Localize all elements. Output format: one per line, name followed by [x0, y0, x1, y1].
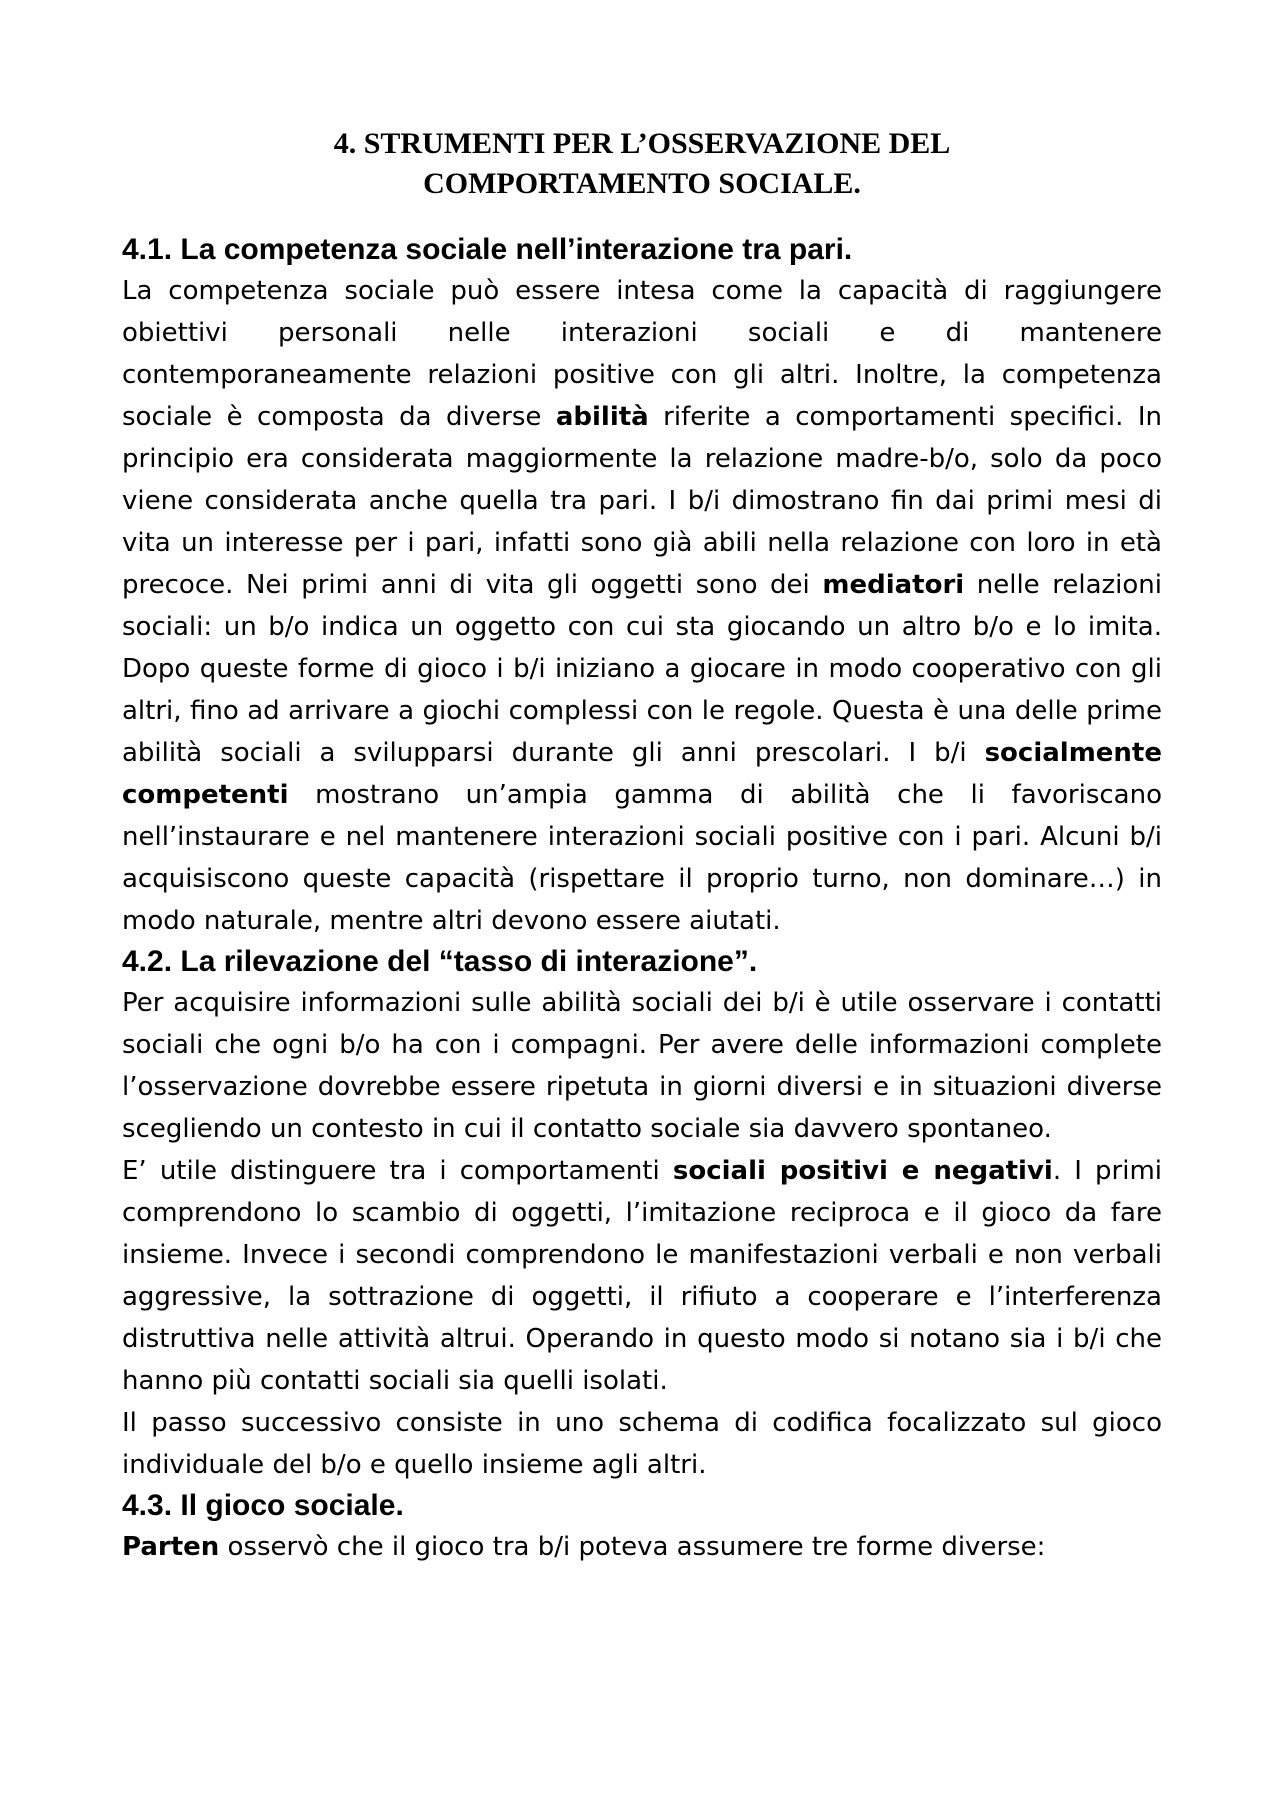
text-run: La competenza sociale può essere intesa come la capacità di raggiungere obiettivi personali nelle interazioni sociali e di mantenere contemporaneamente relazioni positive con gli altri. Inoltre, la competenza sociale è composta da diverse — [122, 276, 1162, 432]
bold-term-sociali-positivi-negativi: sociali positivi e negativi — [672, 1156, 1053, 1186]
bold-term-parten: Parten — [122, 1532, 220, 1562]
paragraph-4-1 — [122, 270, 1162, 942]
section-heading-4-2: 4.2. La rilevazione del “tasso di interazione”. — [122, 945, 758, 978]
section-heading-4-3: 4.3. Il gioco sociale. — [122, 1489, 404, 1522]
document-title — [122, 124, 1162, 204]
text-run: riferite a comportamenti specifici. In principio era considerata maggiormente la relazione madre-b/o, solo da poco viene considerata anche quella tra pari. I b/i dimostrano fin dai primi mesi di vita un interesse per i pari, infatti sono già abili nella relazione con loro in età precoce. Nei primi anni di vita gli oggetti sono dei — [122, 402, 1162, 600]
section-heading-4-1: 4.1. La competenza sociale nell’interazione tra pari. — [122, 233, 853, 266]
document-page — [122, 124, 1162, 1568]
text-run: osservò che il gioco tra b/i poteva assumere tre forme diverse: — [219, 1532, 1046, 1562]
text-run: E’ utile distinguere tra i comportamenti — [122, 1156, 673, 1186]
document-title-line-2: COMPORTAMENTO SOCIALE. — [423, 167, 861, 200]
bold-term-socialmente-competenti: socialmente competenti — [122, 738, 1162, 810]
text-run: . I primi comprendono lo scambio di oggetti, l’imitazione reciproca e il gioco da fare insieme. Invece i secondi comprendono le manifestazioni verbali e non verbali aggressive, la sottrazione di oggetti, il rifiuto a cooperare e l’interferenza distruttiva nelle attività altrui. Operando in questo modo si notano sia i b/i che hanno più contatti sociali sia quelli isolati. — [122, 1156, 1162, 1396]
document-title-line-1: 4. STRUMENTI PER L’OSSERVAZIONE DEL — [333, 127, 951, 160]
paragraph-4-3 — [122, 1526, 1162, 1568]
paragraph-4-2-a: Per acquisire informazioni sulle abilità sociali dei b/i è utile osservare i contatti sociali che ogni b/o ha con i compagni. Per avere delle informazioni complete l’osservazione dovrebbe essere ripetuta in giorni diversi e in situazioni diverse scegliendo un contesto in cui il contatto sociale sia davvero spontaneo. — [122, 988, 1162, 1144]
paragraph-4-2-c: Il passo successivo consiste in uno schema di codifica focalizzato sul gioco individuale del b/o e quello insieme agli altri. — [122, 1408, 1162, 1480]
paragraph-4-2-b — [122, 1150, 1162, 1402]
text-run: mostrano un’ampia gamma di abilità che li favoriscano nell’instaurare e nel mantenere interazioni sociali positive con i pari. Alcuni b/i acquisiscono queste capacità (rispettare il proprio turno, non dominare…) in modo naturale, mentre altri devono essere aiutati. — [122, 780, 1162, 936]
bold-term-mediatori: mediatori — [822, 570, 965, 600]
text-run: nelle relazioni sociali: un b/o indica un oggetto con cui sta giocando un altro b/o e lo imita. Dopo queste forme di gioco i b/i iniziano a giocare in modo cooperativo con gli altri, fino ad arrivare a giochi complessi con le regole. Questa è una delle prime abilità sociali a svilupparsi durante gli anni prescolari. I b/i — [122, 570, 1163, 768]
bold-term-abilita: abilità — [555, 402, 649, 432]
